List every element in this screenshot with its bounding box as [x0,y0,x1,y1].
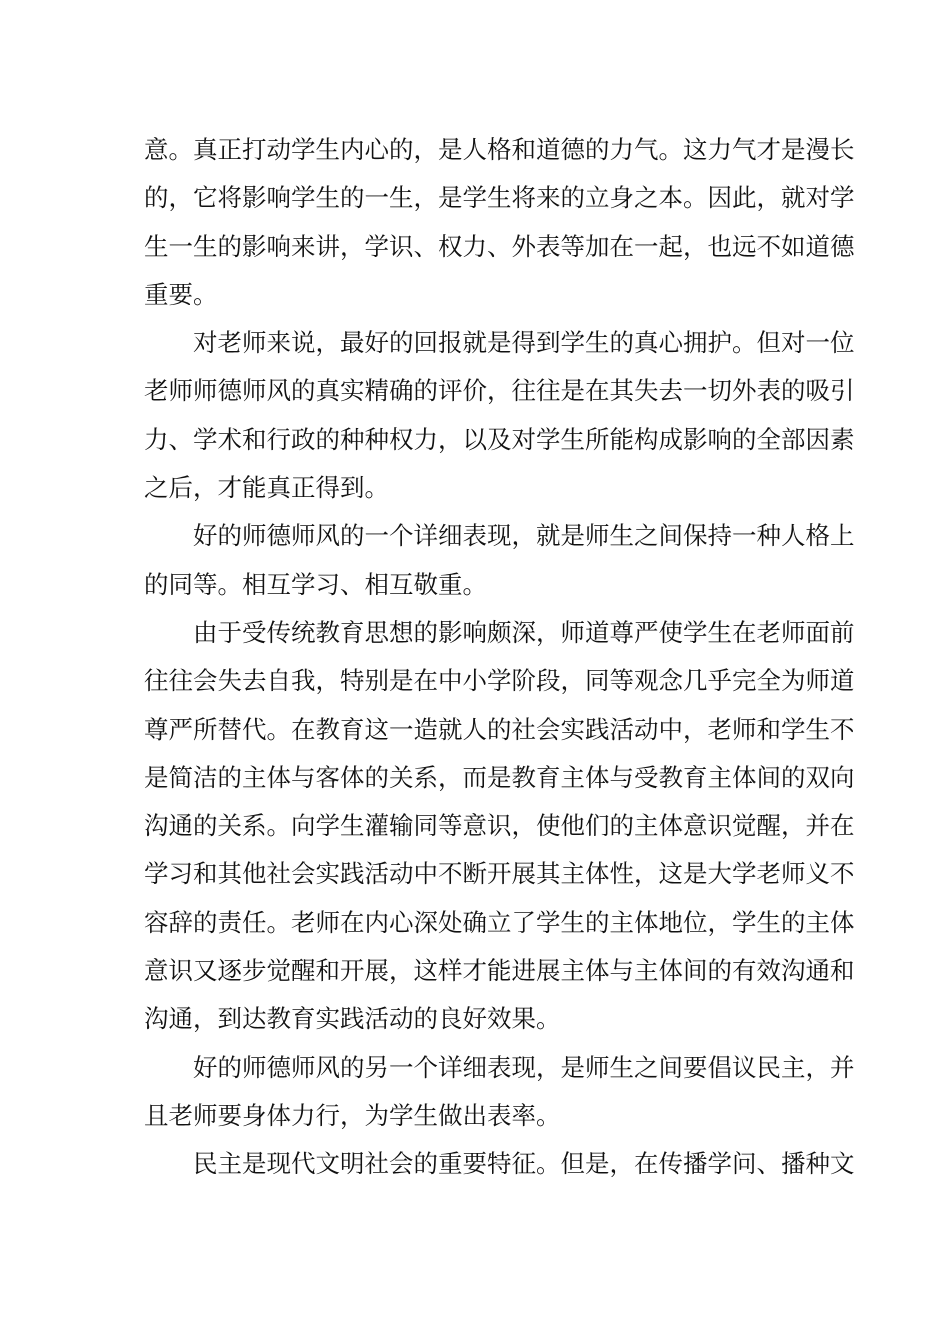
text-line: 意。真正打动学生内心的，是人格和道德的力气。这力气才是漫长 [144,135,855,164]
text-line: 重要。 [144,279,218,309]
text-line: 尊严所替代。在教育这一造就人的社会实践活动中，老师和学生不 [144,714,855,744]
text-line: 生一生的影响来讲，学识、权力、外表等加在一起，也远不如道德 [144,231,855,261]
text-line: 的，它将影响学生的一生，是学生将来的立身之本。因此，就对学 [144,183,855,213]
body-text [144,126,855,1189]
text-line: 由于受传统教育思想的影响颇深，师道尊严使学生在老师面前 [193,617,855,647]
text-line: 容辞的责任。老师在内心深处确立了学生的主体地位，学生的主体 [144,907,855,937]
text-line: 意识又逐步觉醒和开展，这样才能进展主体与主体间的有效沟通和 [144,956,855,986]
text-line: 民主是现代文明社会的重要特征。但是，在传播学问、播种文 [193,1149,855,1179]
text-line: 学习和其他社会实践活动中不断开展其主体性，这是大学老师义不 [144,859,855,889]
text-line: 对老师来说，最好的回报就是得到学生的真心拥护。但对一位 [193,328,855,358]
text-line: 好的师德师风的另一个详细表现，是师生之间要倡议民主，并 [193,1052,855,1082]
text-line: 老师师德师风的真实精确的评价，往往是在其失去一切外表的吸引 [144,376,855,406]
text-line: 好的师德师风的一个详细表现，就是师生之间保持一种人格上 [193,521,855,551]
text-line: 力、学术和行政的种种权力，以及对学生所能构成影响的全部因素 [144,424,855,454]
text-line: 沟通的关系。向学生灌输同等意识，使他们的主体意识觉醒，并在 [144,811,855,841]
text-line: 往往会失去自我，特别是在中小学阶段，同等观念几乎完全为师道 [144,666,855,696]
text-line: 的同等。相互学习、相互敬重。 [144,569,487,599]
text-line: 之后，才能真正得到。 [144,473,389,503]
text-line: 且老师要身体力行，为学生做出表率。 [144,1100,561,1130]
text-line: 沟通，到达教育实践活动的良好效果。 [144,1004,561,1034]
text-line: 是简洁的主体与客体的关系，而是教育主体与受教育主体间的双向 [144,762,855,792]
